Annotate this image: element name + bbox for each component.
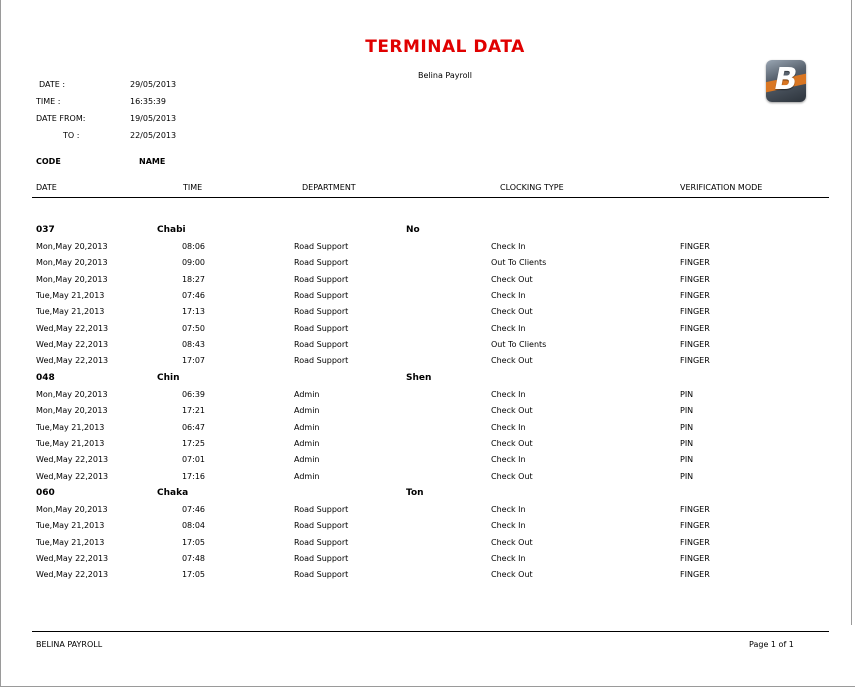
record-department: Admin xyxy=(294,423,320,432)
record-clocking-type: Check In xyxy=(491,324,526,333)
record-department: Road Support xyxy=(294,258,349,267)
record-clocking-type: Check Out xyxy=(491,307,533,316)
employee-last-name: No xyxy=(406,225,420,235)
record-date: Tue,May 21,2013 xyxy=(36,307,105,316)
record-verification-mode: PIN xyxy=(680,472,694,481)
record-verification-mode: FINGER xyxy=(680,521,710,530)
record-clocking-type: Check Out xyxy=(491,406,533,415)
record-time: 06:39 xyxy=(181,390,205,399)
record-time: 08:06 xyxy=(181,242,205,251)
record-verification-mode: FINGER xyxy=(680,258,710,267)
record-department: Road Support xyxy=(294,340,349,349)
record-department: Road Support xyxy=(294,570,349,579)
employee-last-name: Shen xyxy=(406,372,432,383)
record-time: 07:48 xyxy=(181,554,205,563)
record-clocking-type: Out To Clients xyxy=(491,340,547,349)
record-date: Tue,May 21,2013 xyxy=(36,538,105,547)
meta-date-label: DATE : xyxy=(39,80,66,89)
meta-from-label: DATE FROM: xyxy=(36,114,86,123)
record-verification-mode: FINGER xyxy=(680,291,710,300)
record-date: Tue,May 21,2013 xyxy=(36,521,105,530)
record-department: Admin xyxy=(294,390,320,399)
record-department: Road Support xyxy=(294,307,349,316)
header-divider xyxy=(32,197,829,198)
employee-first-name: Chaka xyxy=(157,487,189,498)
column-header-clocking-type: CLOCKING TYPE xyxy=(500,183,564,192)
record-date: Wed,May 22,2013 xyxy=(36,570,109,579)
record-verification-mode: FINGER xyxy=(680,275,710,284)
record-verification-mode: FINGER xyxy=(680,538,710,547)
record-department: Road Support xyxy=(294,554,349,563)
record-time: 07:46 xyxy=(181,505,205,514)
record-date: Mon,May 20,2013 xyxy=(36,258,108,267)
record-clocking-type: Check Out xyxy=(491,538,533,547)
record-verification-mode: PIN xyxy=(680,390,694,399)
record-date: Wed,May 22,2013 xyxy=(36,356,109,365)
record-verification-mode: FINGER xyxy=(680,324,710,333)
meta-time-value: 16:35:39 xyxy=(130,97,166,106)
record-date: Wed,May 22,2013 xyxy=(36,472,109,481)
record-time: 17:05 xyxy=(181,538,205,547)
record-date: Wed,May 22,2013 xyxy=(36,340,109,349)
record-department: Road Support xyxy=(294,242,349,251)
employee-first-name: Chin xyxy=(157,372,180,383)
footer-company: BELINA PAYROLL xyxy=(36,640,103,649)
record-clocking-type: Check In xyxy=(491,423,526,432)
employee-code: 060 xyxy=(36,487,55,498)
record-verification-mode: FINGER xyxy=(680,242,710,251)
record-department: Road Support xyxy=(294,324,349,333)
employee-first-name: Chabi xyxy=(157,225,186,235)
name-header: NAME xyxy=(139,157,166,166)
record-clocking-type: Check In xyxy=(491,242,526,251)
column-header-time: TIME xyxy=(183,183,203,192)
record-date: Tue,May 21,2013 xyxy=(36,291,105,300)
meta-to-value: 22/05/2013 xyxy=(130,131,177,140)
employee-code: 048 xyxy=(36,372,55,383)
record-verification-mode: PIN xyxy=(680,455,694,464)
record-time: 07:50 xyxy=(181,324,205,333)
record-date: Wed,May 22,2013 xyxy=(36,324,109,333)
record-department: Road Support xyxy=(294,538,349,547)
record-verification-mode: PIN xyxy=(680,406,694,415)
page-border-left xyxy=(0,0,1,687)
page-border-right xyxy=(851,0,852,625)
record-time: 17:16 xyxy=(181,472,205,481)
record-time: 08:43 xyxy=(181,340,205,349)
record-clocking-type: Out To Clients xyxy=(491,258,547,267)
record-department: Road Support xyxy=(294,275,349,284)
record-time: 18:27 xyxy=(181,275,205,284)
record-date: Wed,May 22,2013 xyxy=(36,455,109,464)
record-verification-mode: FINGER xyxy=(680,570,710,579)
record-clocking-type: Check In xyxy=(491,521,526,530)
record-time: 17:25 xyxy=(181,439,205,448)
record-date: Tue,May 21,2013 xyxy=(36,439,105,448)
record-time: 06:47 xyxy=(181,423,205,432)
record-verification-mode: PIN xyxy=(680,439,694,448)
employee-code: 037 xyxy=(36,225,55,235)
record-time: 07:01 xyxy=(181,455,205,464)
record-time: 07:46 xyxy=(181,291,205,300)
record-clocking-type: Check In xyxy=(491,505,526,514)
record-verification-mode: PIN xyxy=(680,423,694,432)
record-time: 17:13 xyxy=(181,307,205,316)
record-clocking-type: Check In xyxy=(491,291,526,300)
record-clocking-type: Check In xyxy=(491,554,526,563)
record-time: 17:07 xyxy=(181,356,205,365)
record-clocking-type: Check Out xyxy=(491,472,533,481)
record-verification-mode: FINGER xyxy=(680,340,710,349)
record-department: Admin xyxy=(294,406,320,415)
report-subtitle: Belina Payroll xyxy=(418,71,472,80)
record-department: Admin xyxy=(294,439,320,448)
record-department: Road Support xyxy=(294,521,349,530)
record-department: Road Support xyxy=(294,291,349,300)
column-header-date: DATE xyxy=(36,183,57,192)
record-verification-mode: FINGER xyxy=(680,505,710,514)
report-title: TERMINAL DATA xyxy=(365,37,525,57)
record-date: Mon,May 20,2013 xyxy=(36,406,108,415)
footer-page-number: Page 1 of 1 xyxy=(749,640,794,649)
record-department: Road Support xyxy=(294,356,349,365)
belina-logo-icon xyxy=(766,60,806,102)
footer-divider xyxy=(32,631,829,632)
employee-last-name: Ton xyxy=(406,487,424,498)
code-header: CODE xyxy=(36,157,61,166)
record-date: Mon,May 20,2013 xyxy=(36,275,108,284)
record-department: Admin xyxy=(294,455,320,464)
column-header-department: DEPARTMENT xyxy=(302,183,356,192)
meta-time-label: TIME : xyxy=(36,97,61,106)
record-clocking-type: Check Out xyxy=(491,356,533,365)
meta-from-value: 19/05/2013 xyxy=(130,114,177,123)
meta-to-label: TO : xyxy=(63,131,80,140)
record-time: 17:05 xyxy=(181,570,205,579)
record-date: Wed,May 22,2013 xyxy=(36,554,109,563)
record-verification-mode: FINGER xyxy=(680,554,710,563)
record-department: Admin xyxy=(294,472,320,481)
logo-letter: B xyxy=(774,62,798,97)
record-time: 08:04 xyxy=(181,521,205,530)
meta-date-value: 29/05/2013 xyxy=(130,80,177,89)
record-clocking-type: Check In xyxy=(491,390,526,399)
record-date: Mon,May 20,2013 xyxy=(36,505,108,514)
record-clocking-type: Check In xyxy=(491,455,526,464)
record-clocking-type: Check Out xyxy=(491,275,533,284)
record-date: Mon,May 20,2013 xyxy=(36,390,108,399)
record-date: Mon,May 20,2013 xyxy=(36,242,108,251)
record-date: Tue,May 21,2013 xyxy=(36,423,105,432)
record-department: Road Support xyxy=(294,505,349,514)
record-clocking-type: Check Out xyxy=(491,439,533,448)
column-header-verification-mode: VERIFICATION MODE xyxy=(680,183,763,192)
record-clocking-type: Check Out xyxy=(491,570,533,579)
record-time: 17:21 xyxy=(181,406,205,415)
record-verification-mode: FINGER xyxy=(680,307,710,316)
record-verification-mode: FINGER xyxy=(680,356,710,365)
record-time: 09:00 xyxy=(181,258,205,267)
